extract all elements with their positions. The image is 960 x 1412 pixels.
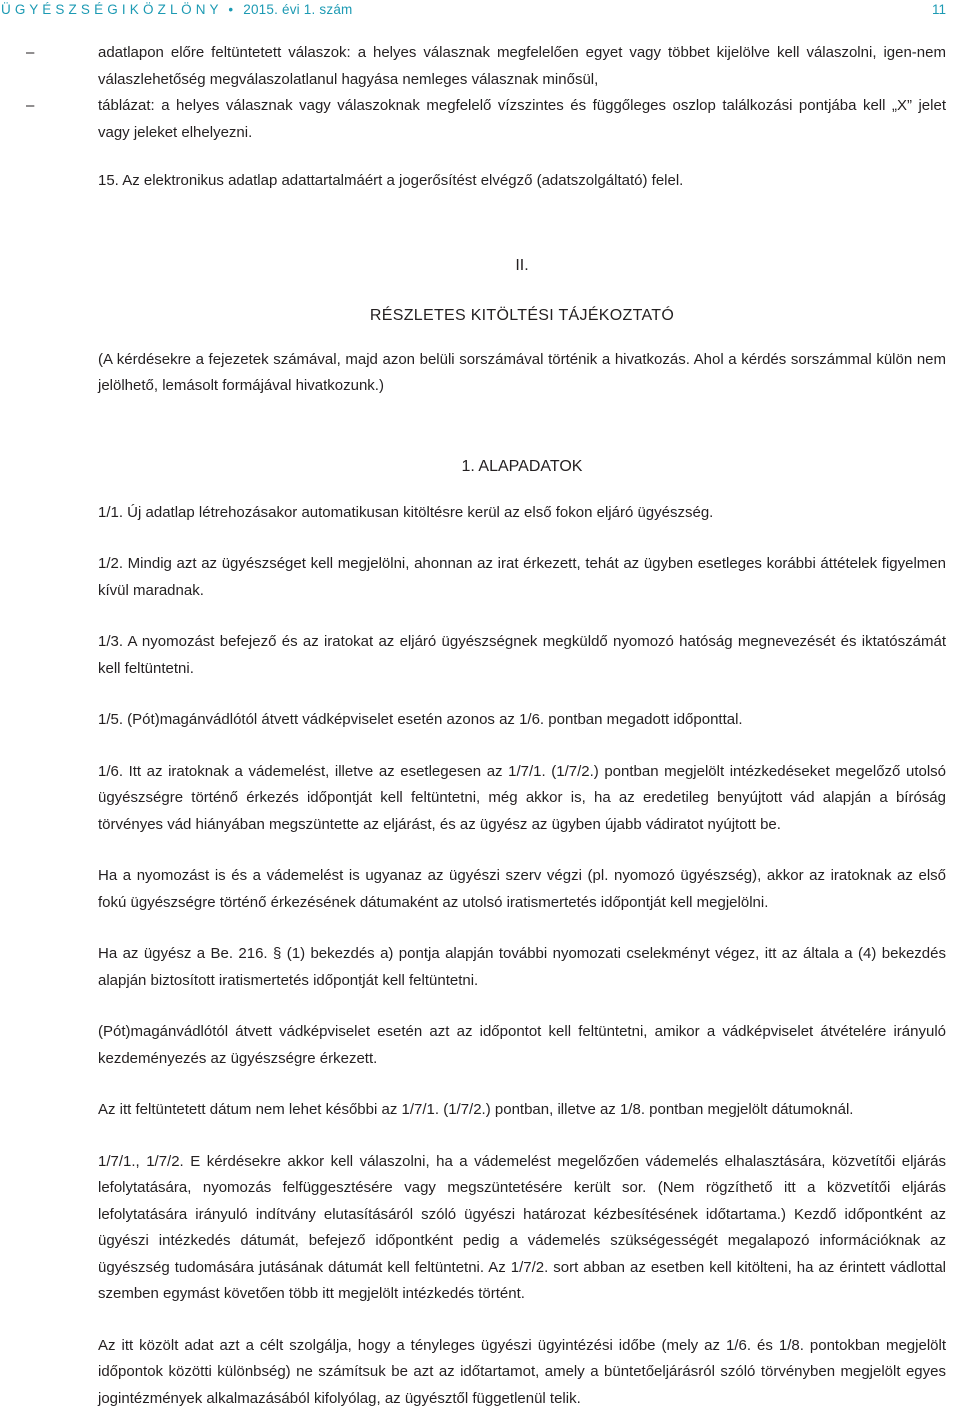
paragraph-be-216: Ha az ügyész a Be. 216. § (1) bekezdés a) pontja alapján további nyomozati cselekményt végez, itt az általa a (4) bekezdés alapján biztosított iratismertetés időpontját kell feltüntetni. [98, 941, 946, 994]
journal-masthead [1, 0, 352, 20]
subsection-title: 1. ALAPADATOK [98, 456, 946, 478]
section-title: RÉSZLETES KITÖLTÉSI TÁJÉKOZTATÓ [98, 305, 946, 327]
section-number: II. [98, 255, 946, 277]
journal-title: Ü G Y É S Z S É G I K Ö Z L Ö N Y [1, 2, 218, 17]
list-item [98, 40, 946, 93]
dash-marker: – [26, 93, 34, 120]
paragraph-1-3: 1/3. A nyomozást befejező és az iratokat az eljáró ügyészségnek megküldő nyomozó hatóság megnevezését és iktatószámát kell feltüntetni. [98, 629, 946, 682]
list-item-text: táblázat: a helyes válasznak vagy válaszoknak megfelelő vízszintes és függőleges oszlop találkozási pontjába kell „X” jelet vagy jeleket elhelyezni. [98, 97, 946, 141]
paragraph-1-6: 1/6. Itt az iratoknak a vádemelést, illetve az esetlegesen az 1/7/1. (1/7/2.) pontban megjelölt intézkedéseket megelőző utolsó ügyészségre történő érkezés időpontját kell feltüntetni, még akkor is, ha az eredetileg benyújtott vád alapján a bíróság törvényes vád hiányában megszüntette az eljárást, és az ügyész az ügyben újabb vádiratot nyújtott be. [98, 759, 946, 839]
paragraph-1-1: 1/1. Új adatlap létrehozásakor automatikusan kitöltésre kerül az első fokon eljáró ügyészség. [98, 500, 946, 527]
paragraph-1-7: 1/7/1., 1/7/2. E kérdésekre akkor kell válaszolni, ha a vádemelést megelőzően vádemelés elhalasztására, közvetítői eljárás lefolytatására, nyomozás felfüggesztésére vagy megszüntetésére került sor. (Nem rögzíthető itt a közvetítői eljárás lefolytatására irányuló indítvány elutasításáról szóló ügyészi határozat kézbesítésének időtartama.) Kezdő időpontként az ügyészi intézkedés dátumát, befejező időpontként pedig a vádemelés szükségességét megalapozó információknak az ügyészség tudomására jutásának dátumát kell feltüntetni. Az 1/7/2. sort abban az esetben kell kitölteni, ha az érintett vádlottal szemben egymást követően több itt megjelölt intézkedés történt. [98, 1149, 946, 1308]
list-item-text: adatlapon előre feltüntetett válaszok: a helyes válasznak megfelelően egyet vagy többet kijelölve kell válaszolni, igen-nem válaszlehetőség megválaszolatlanul hagyása nemleges válasznak minősül, [98, 44, 946, 88]
list-item [98, 93, 946, 146]
page-header [0, 0, 960, 22]
intro-note: (A kérdésekre a fejezetek számával, majd azon belüli sorszámával történik a hivatkozás. Ahol a kérdés sorszámmal külön nem jelölhető, lemásolt formájával hivatkozunk.) [98, 347, 946, 400]
paragraph-investigation: Ha a nyomozást is és a vádemelést is ugyanaz az ügyészi szerv végzi (pl. nyomozó ügyészség), akkor az iratoknak az első fokú ügyészségre történő érkezésének dátumaként az utolsó iratismertetés időpontját kell megjelölni. [98, 863, 946, 916]
page-number: 11 [932, 0, 946, 20]
page-body [98, 40, 946, 1412]
paragraph-date-limit: Az itt feltüntetett dátum nem lehet későbbi az 1/7/1. (1/7/2.) pontban, illetve az 1/8. pontban megjelölt dátumoknál. [98, 1097, 946, 1124]
paragraph-1-5: 1/5. (Pót)magánvádlótól átvett vádképviselet esetén azonos az 1/6. pontban megadott időponttal. [98, 707, 946, 734]
paragraph-1-2: 1/2. Mindig azt az ügyészséget kell megjelölni, ahonnan az irat érkezett, tehát az ügyben esetleges korábbi áttételek figyelmen kívül maradnak. [98, 551, 946, 604]
issue-label: 2015. évi 1. szám [243, 2, 352, 17]
separator-bullet: • [228, 2, 233, 17]
bullet-list [98, 40, 946, 146]
point-15: 15. Az elektronikus adatlap adattartalmáért a jogerősítést elvégző (adatszolgáltató) felel. [98, 168, 946, 195]
dash-marker: – [26, 40, 34, 67]
paragraph-purpose: Az itt közölt adat azt a célt szolgálja, hogy a tényleges ügyészi ügyintézési időbe (mely az 1/6. és 1/8. pontokban megjelölt időpontok közötti különbség) ne számítsuk be azt az időtartamot, amely a büntetőeljárásról szóló törvényben megjelölt egyes jogintézmények alkalmazásából kifolyólag, az ügyésztől függetlenül telik. [98, 1333, 946, 1412]
paragraph-private-prosecutor: (Pót)magánvádlótól átvett vádképviselet esetén azt az időpontot kell feltüntetni, amikor a vádképviselet átvételére irányuló kezdeményezés az ügyészségre érkezett. [98, 1019, 946, 1072]
